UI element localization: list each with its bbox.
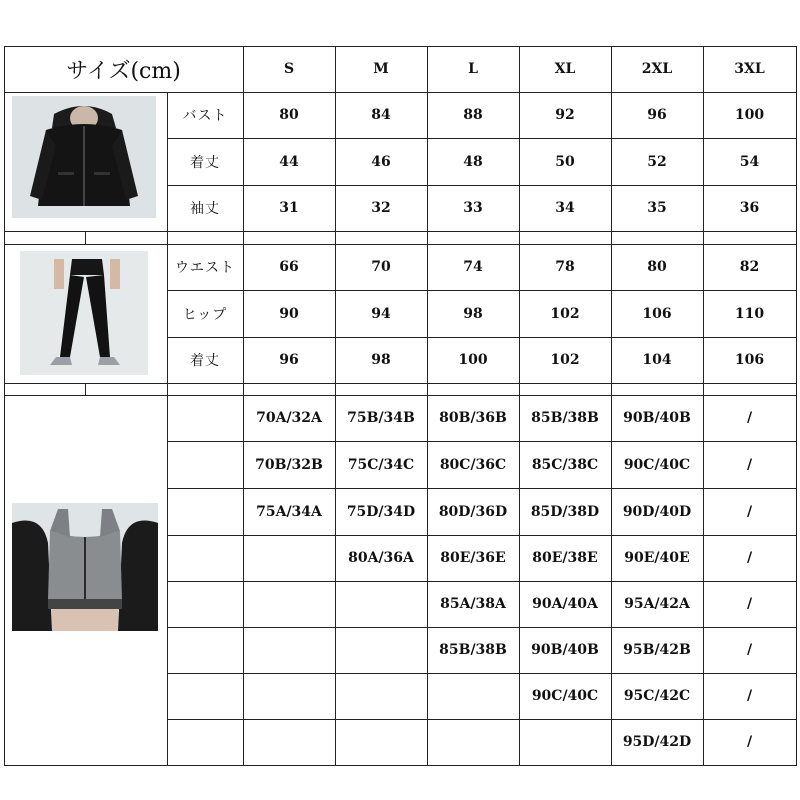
bra-size-cell: 95C/42C	[623, 688, 691, 704]
bra-size-cell: 90D/40D	[622, 503, 692, 520]
bra-size-cell: 70A/32A	[256, 410, 322, 426]
bra-size-cell: /	[746, 642, 753, 658]
bra-size-cell	[243, 627, 335, 673]
jacket-value-cell: 36	[739, 200, 760, 216]
grid-line	[4, 383, 797, 384]
grid-line	[4, 765, 797, 766]
jacket-value-cell: 48	[463, 153, 483, 170]
pants-value-cell: 78	[555, 259, 575, 275]
bra-size-cell: 80D/36D	[438, 503, 508, 520]
jacket-value-cell: 92	[555, 107, 575, 123]
grid-line	[85, 383, 86, 396]
bra-size-cell: 75B/34B	[347, 410, 415, 426]
pants-row-label: ヒップ	[182, 306, 228, 323]
bra-size-cell	[243, 581, 335, 627]
bra-size-cell: 85B/38B	[531, 410, 599, 426]
bra-size-cell: 90E/40E	[624, 550, 690, 566]
jacket-value-cell: 46	[371, 153, 391, 170]
bra-size-cell: /	[746, 596, 753, 612]
bra-size-cell: 90C/40C	[623, 456, 691, 473]
pants-value-cell: 90	[279, 305, 299, 322]
pants-value-cell: 102	[550, 305, 580, 322]
bra-size-cell	[335, 673, 427, 719]
jacket-value-cell: 100	[734, 107, 765, 123]
jacket-value-cell: 50	[555, 153, 575, 170]
bra-size-cell	[335, 627, 427, 673]
bra-size-cell: 80C/36C	[439, 456, 507, 473]
pants-row-label: 着丈	[190, 353, 220, 369]
pants-value-cell: 70	[371, 259, 391, 275]
jacket-photo	[12, 96, 156, 218]
bra-size-cell: /	[746, 456, 753, 473]
jacket-value-cell: 44	[279, 153, 299, 170]
bra-size-cell: 75A/34A	[256, 503, 322, 520]
pants-value-cell: 100	[458, 352, 488, 368]
pants-value-cell: 96	[279, 352, 299, 368]
bra-size-cell	[243, 535, 335, 581]
bra-size-cell	[243, 719, 335, 765]
jacket-row-label: バスト	[182, 108, 228, 124]
bra-size-cell: 85D/38D	[530, 503, 600, 520]
pants-value-cell: 80	[647, 259, 667, 275]
jacket-row-label: 袖丈	[190, 201, 220, 217]
bra-size-cell: 70B/32B	[255, 456, 323, 473]
bra-size-cell	[243, 673, 335, 719]
jacket-value-cell: 35	[647, 200, 667, 216]
bra-size-cell: /	[746, 688, 753, 704]
bra-size-cell: 75C/34C	[347, 456, 415, 473]
bra-size-cell	[427, 719, 519, 765]
pants-value-cell: 98	[371, 352, 391, 368]
pants-value-cell: 104	[642, 352, 672, 368]
bra-size-cell: /	[746, 503, 753, 520]
size-header-m: M	[373, 61, 389, 77]
jacket-value-cell: 52	[647, 153, 667, 170]
black-hooded-jacket-icon	[12, 96, 156, 218]
jacket-value-cell: 80	[279, 107, 299, 123]
bra-size-cell: 80E/38E	[532, 550, 598, 566]
pants-value-cell: 82	[739, 259, 760, 275]
bra-size-cell: 90B/40B	[531, 642, 599, 658]
jacket-value-cell: 31	[279, 200, 299, 216]
pants-value-cell: 66	[279, 259, 299, 275]
bra-size-cell: /	[746, 734, 753, 750]
black-leggings-icon	[20, 251, 148, 375]
grid-line	[4, 231, 797, 232]
bra-size-cell: 80B/36B	[439, 410, 507, 426]
size-header-2xl: 2XL	[641, 61, 673, 77]
jacket-value-cell: 54	[739, 153, 760, 170]
grey-sports-bra-icon	[12, 503, 158, 631]
bra-size-cell: 90C/40C	[531, 688, 599, 704]
grid-line	[796, 46, 797, 766]
table-title: サイズ(cm)	[66, 58, 181, 84]
bra-size-cell	[335, 719, 427, 765]
grid-line	[85, 231, 86, 245]
jacket-value-cell: 84	[371, 107, 391, 123]
size-header-s: S	[283, 61, 295, 77]
bra-size-cell	[427, 673, 519, 719]
bra-size-cell	[519, 719, 611, 765]
pants-value-cell: 98	[463, 305, 483, 322]
bra-size-cell: 90A/40A	[532, 596, 598, 612]
jacket-value-cell: 88	[463, 107, 483, 123]
jacket-value-cell: 32	[371, 200, 391, 216]
pants-value-cell: 110	[734, 305, 765, 322]
pants-value-cell: 106	[734, 352, 765, 368]
bra-size-cell: 90B/40B	[623, 410, 691, 426]
size-header-l: L	[468, 61, 478, 77]
bra-size-cell	[335, 581, 427, 627]
pants-value-cell: 94	[371, 305, 391, 322]
bra-size-cell: 95A/42A	[624, 596, 690, 612]
jacket-value-cell: 34	[555, 200, 575, 216]
pants-value-cell: 106	[642, 305, 672, 322]
pants-value-cell: 74	[463, 259, 483, 275]
bra-size-cell: 75D/34D	[346, 503, 416, 520]
bra-size-cell: 95B/42B	[623, 642, 691, 658]
pants-value-cell: 102	[550, 352, 580, 368]
bra-size-cell: /	[746, 550, 753, 566]
pants-photo	[20, 251, 148, 375]
bra-size-cell: 85B/38B	[439, 642, 507, 658]
grid-line	[4, 46, 5, 766]
size-header-3xl: 3XL	[734, 61, 765, 77]
jacket-value-cell: 96	[647, 107, 667, 123]
sports-bra-photo	[12, 503, 158, 631]
bra-size-cell: /	[746, 410, 753, 426]
grid-line	[167, 231, 168, 245]
size-header-xl: XL	[554, 61, 576, 77]
grid-line	[167, 395, 168, 766]
bra-size-cell: 85C/38C	[531, 456, 599, 473]
jacket-row-label: 着丈	[190, 154, 220, 171]
bra-size-cell: 85A/38A	[440, 596, 506, 612]
bra-size-cell: 80A/36A	[348, 550, 414, 566]
pants-row-label: ウエスト	[175, 260, 235, 276]
jacket-value-cell: 33	[463, 200, 483, 216]
bra-size-cell: 80E/36E	[440, 550, 506, 566]
bra-size-cell: 95D/42D	[622, 734, 692, 750]
